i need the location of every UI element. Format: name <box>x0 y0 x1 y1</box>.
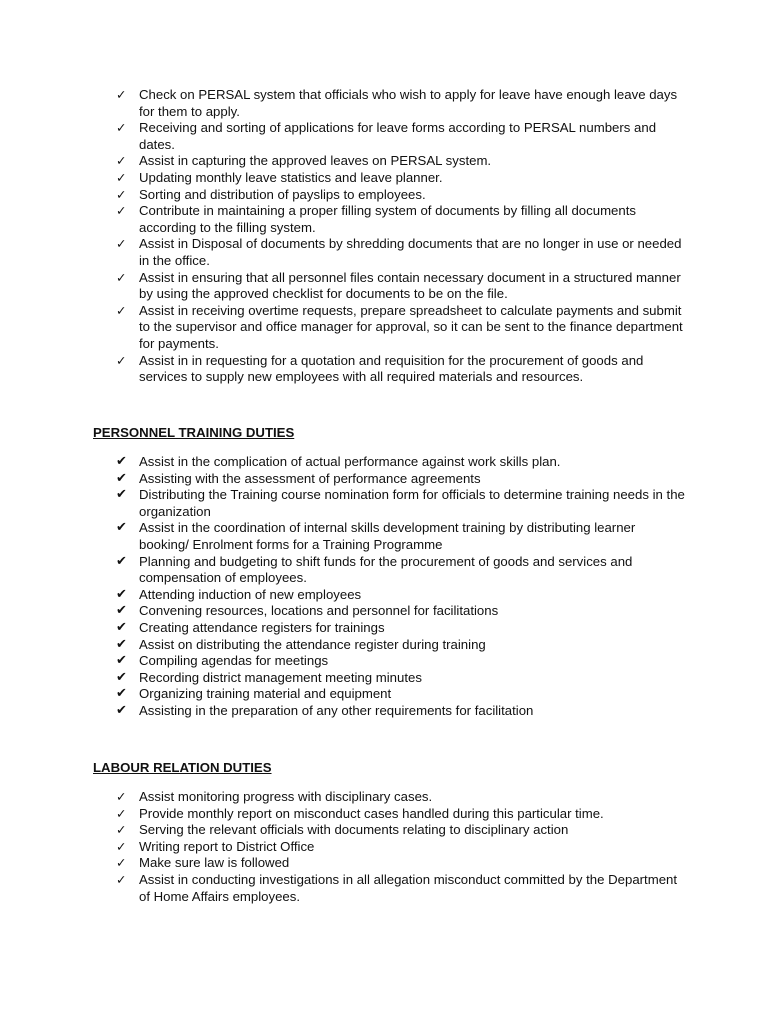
checkmark-icon: ✓ <box>116 789 127 804</box>
checkmark-icon: ✔ <box>116 636 127 652</box>
list-item-text: Assist in the complication of actual performance against work skills plan. <box>139 454 561 469</box>
list-item <box>116 620 686 637</box>
checkmark-icon: ✔ <box>116 603 127 619</box>
checkmark-icon: ✓ <box>116 871 127 887</box>
list-item-text: Sorting and distribution of payslips to employees. <box>139 186 426 202</box>
list-item <box>116 454 686 471</box>
list-item <box>116 353 686 386</box>
list-item-text: Receiving and sorting of applications for leave forms according to PERSAL numbers and dates. <box>139 120 657 152</box>
list-item-text: Attending induction of new employees <box>139 586 362 602</box>
list-item-text: Assist in Disposal of documents by shredding documents that are no longer in use or needed in the office. <box>139 236 682 268</box>
list-item <box>116 806 686 823</box>
checkmark-icon: ✔ <box>116 487 127 503</box>
list-item-text: Assist monitoring progress with disciplinary cases. <box>139 789 433 804</box>
checkmark-icon: ✓ <box>116 153 127 169</box>
list-item-text: Serving the relevant officials with documents relating to disciplinary action <box>139 822 569 838</box>
list-item <box>116 703 686 720</box>
list-item <box>116 653 686 670</box>
list-item-text: Assisting in the preparation of any other requirements for facilitation <box>139 702 534 718</box>
checkmark-icon: ✓ <box>116 352 127 368</box>
list-item-text: Assisting with the assessment of performance agreements <box>139 470 481 486</box>
list-item-text: Recording district management meeting minutes <box>139 669 422 685</box>
checkmark-icon: ✔ <box>116 454 127 469</box>
list-item-text: Check on PERSAL system that officials who wish to apply for leave have enough leave days for them to apply. <box>139 87 678 119</box>
list-item-text: Contribute in maintaining a proper filling system of documents by filling all documents according to the filling system. <box>139 203 636 235</box>
checkmark-icon: ✓ <box>116 203 127 219</box>
labour-duties-list <box>116 789 686 905</box>
list-item <box>116 686 686 703</box>
list-item <box>116 153 686 170</box>
list-item <box>116 554 686 587</box>
list-item-text: Convening resources, locations and personnel for facilitations <box>139 603 499 619</box>
list-item <box>116 471 686 488</box>
checkmark-icon: ✓ <box>116 269 127 285</box>
list-item <box>116 170 686 187</box>
list-item <box>116 203 686 236</box>
leave-duties-list <box>116 87 686 386</box>
list-item-text: Assist in conducting investigations in all allegation misconduct committed by the Department of Home Affairs employees. <box>139 871 678 904</box>
list-item <box>116 120 686 153</box>
list-item <box>116 87 686 120</box>
list-item-text: Updating monthly leave statistics and leave planner. <box>139 169 443 185</box>
list-item <box>116 187 686 204</box>
checkmark-icon: ✓ <box>116 186 127 202</box>
checkmark-icon: ✔ <box>116 669 127 685</box>
checkmark-icon: ✓ <box>116 805 127 821</box>
list-item <box>116 855 686 872</box>
checkmark-icon: ✓ <box>116 169 127 185</box>
checkmark-icon: ✔ <box>116 520 127 536</box>
list-item-text: Make sure law is followed <box>139 855 290 871</box>
list-item-text: Compiling agendas for meetings <box>139 653 329 669</box>
list-item-text: Assist in the coordination of internal skills development training by distributing learner booking/ Enrolment forms for a Training Programme <box>139 520 636 552</box>
list-item <box>116 520 686 553</box>
checkmark-icon: ✔ <box>116 470 127 486</box>
list-item <box>116 789 686 806</box>
checkmark-icon: ✓ <box>116 855 127 871</box>
list-item-text: Assist on distributing the attendance register during training <box>139 636 486 652</box>
checkmark-icon: ✔ <box>116 553 127 569</box>
list-item <box>116 303 686 353</box>
list-item-text: Assist in receiving overtime requests, prepare spreadsheet to calculate payments and submit to the supervisor and office manager for approval, so it can be sent to the finance department for payments. <box>139 302 683 351</box>
checkmark-icon: ✓ <box>116 822 127 838</box>
checkmark-icon: ✔ <box>116 586 127 602</box>
training-duties-list <box>116 454 686 720</box>
list-item-text: Writing report to District Office <box>139 838 315 854</box>
checkmark-icon: ✓ <box>116 236 127 252</box>
list-item <box>116 587 686 604</box>
checkmark-icon: ✓ <box>116 838 127 854</box>
list-item-text: Distributing the Training course nomination form for officials to determine training needs in the organization <box>139 487 685 519</box>
list-item-text: Assist in capturing the approved leaves on PERSAL system. <box>139 153 492 169</box>
checkmark-icon: ✓ <box>116 87 127 102</box>
checkmark-icon: ✔ <box>116 653 127 669</box>
section-heading-personnel-training: PERSONNEL TRAINING DUTIES <box>93 425 295 440</box>
section-heading-labour-relation: LABOUR RELATION DUTIES <box>93 760 272 775</box>
list-item-text: Creating attendance registers for trainings <box>139 619 385 635</box>
checkmark-icon: ✔ <box>116 702 127 718</box>
list-item <box>116 236 686 269</box>
list-item-text: Provide monthly report on misconduct cases handled during this particular time. <box>139 805 604 821</box>
list-item <box>116 487 686 520</box>
checkmark-icon: ✔ <box>116 686 127 702</box>
list-item <box>116 637 686 654</box>
list-item-text: Planning and budgeting to shift funds for the procurement of goods and services and compensation of employees. <box>139 553 633 586</box>
list-item-text: Assist in ensuring that all personnel files contain necessary document in a structured manner by using the approved checklist for documents to be on the file. <box>139 269 681 302</box>
list-item <box>116 822 686 839</box>
list-item-text: Organizing training material and equipment <box>139 686 392 702</box>
list-item <box>116 839 686 856</box>
list-item <box>116 603 686 620</box>
checkmark-icon: ✔ <box>116 619 127 635</box>
checkmark-icon: ✓ <box>116 302 127 318</box>
list-item <box>116 872 686 905</box>
list-item <box>116 670 686 687</box>
list-item <box>116 270 686 303</box>
list-item-text: Assist in in requesting for a quotation and requisition for the procurement of goods and services to supply new employees with all required materials and resources. <box>139 352 644 385</box>
checkmark-icon: ✓ <box>116 120 127 136</box>
